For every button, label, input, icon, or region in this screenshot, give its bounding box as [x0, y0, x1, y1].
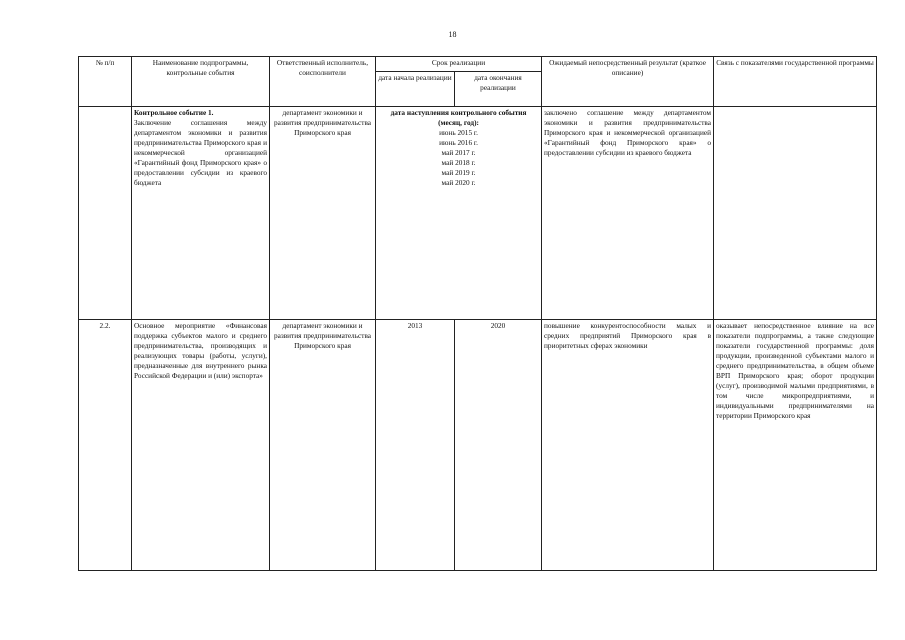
- page-number: 18: [448, 30, 457, 39]
- row-link: [714, 107, 877, 320]
- row-link: оказывает непосредственное влияние на все показатели подпрограммы, а также следующие показатели государственной программы: доля продукции, произведенной субъектами малого и среднего предпринимательства, в общем объеме ВРП Приморского края; оборот продукции (услуг), производимой малыми предприятиями, в том числе микропредприятиями, и индивидуальными предпринимателями на территории Приморского края: [714, 320, 877, 571]
- header-link: Связь с показателями государственной программы: [714, 57, 877, 107]
- row-name: Основное мероприятие «Финансовая поддержка субъектов малого и среднего предпринимательства, производящих и реализующих товары (работы, услуги), предназначенные для внутреннего рынка Российской Федерации и (или) экспорта»: [132, 320, 270, 571]
- event-date: май 2019 г.: [441, 168, 476, 177]
- event-date: май 2020 г.: [441, 178, 476, 187]
- header-responsible: Ответственный исполнитель, соисполнители: [270, 57, 376, 107]
- row-number: 2.2.: [79, 320, 132, 571]
- row-result: повышение конкурентоспособности малых и средних предприятий Приморского края в приоритетных сферах экономики: [542, 320, 714, 571]
- row-number: [79, 107, 132, 320]
- row-start-date: 2013: [376, 320, 455, 571]
- event-date: май 2017 г.: [441, 148, 476, 157]
- header-term: Срок реализации: [376, 57, 542, 72]
- header-num: № п/п: [79, 57, 132, 107]
- header-result: Ожидаемый непосредственный результат (краткое описание): [542, 57, 714, 107]
- row-end-date: 2020: [455, 320, 542, 571]
- control-event-title: Контрольное событие 1.: [134, 108, 214, 117]
- table-row: [79, 107, 877, 320]
- event-date: июнь 2016 г.: [439, 138, 478, 147]
- row-name: [132, 107, 270, 320]
- table-row: [79, 320, 877, 571]
- header-end-date: дата окончания реализации: [455, 72, 542, 107]
- row-responsible: департамент экономики и развития предпринимательства Приморского края: [270, 107, 376, 320]
- row-event-dates: [376, 107, 542, 320]
- event-date: июнь 2015 г.: [439, 128, 478, 137]
- header-start-date: дата начала реализации: [376, 72, 455, 107]
- header-name: Наименование подпрограммы, контрольные события: [132, 57, 270, 107]
- program-table: [78, 56, 877, 571]
- control-event-description: Заключение соглашения между департаментом экономики и развития предпринимательства Приморского края и некоммерческой организацией «Гарантийный фонд Приморского края» о предоставлении субсидии из краевого бюджета: [134, 118, 267, 187]
- event-date: май 2018 г.: [441, 158, 476, 167]
- row-responsible: департамент экономики и развития предпринимательства Приморского края: [270, 320, 376, 571]
- event-date-title: дата наступления контрольного события (месяц, год):: [390, 108, 527, 127]
- row-result: заключено соглашение между департаментом экономики и развития предпринимательства Приморского края и некоммерческой организацией «Гарантийный фонд Приморского края» о предоставлении субсидии из краевого бюджета: [542, 107, 714, 320]
